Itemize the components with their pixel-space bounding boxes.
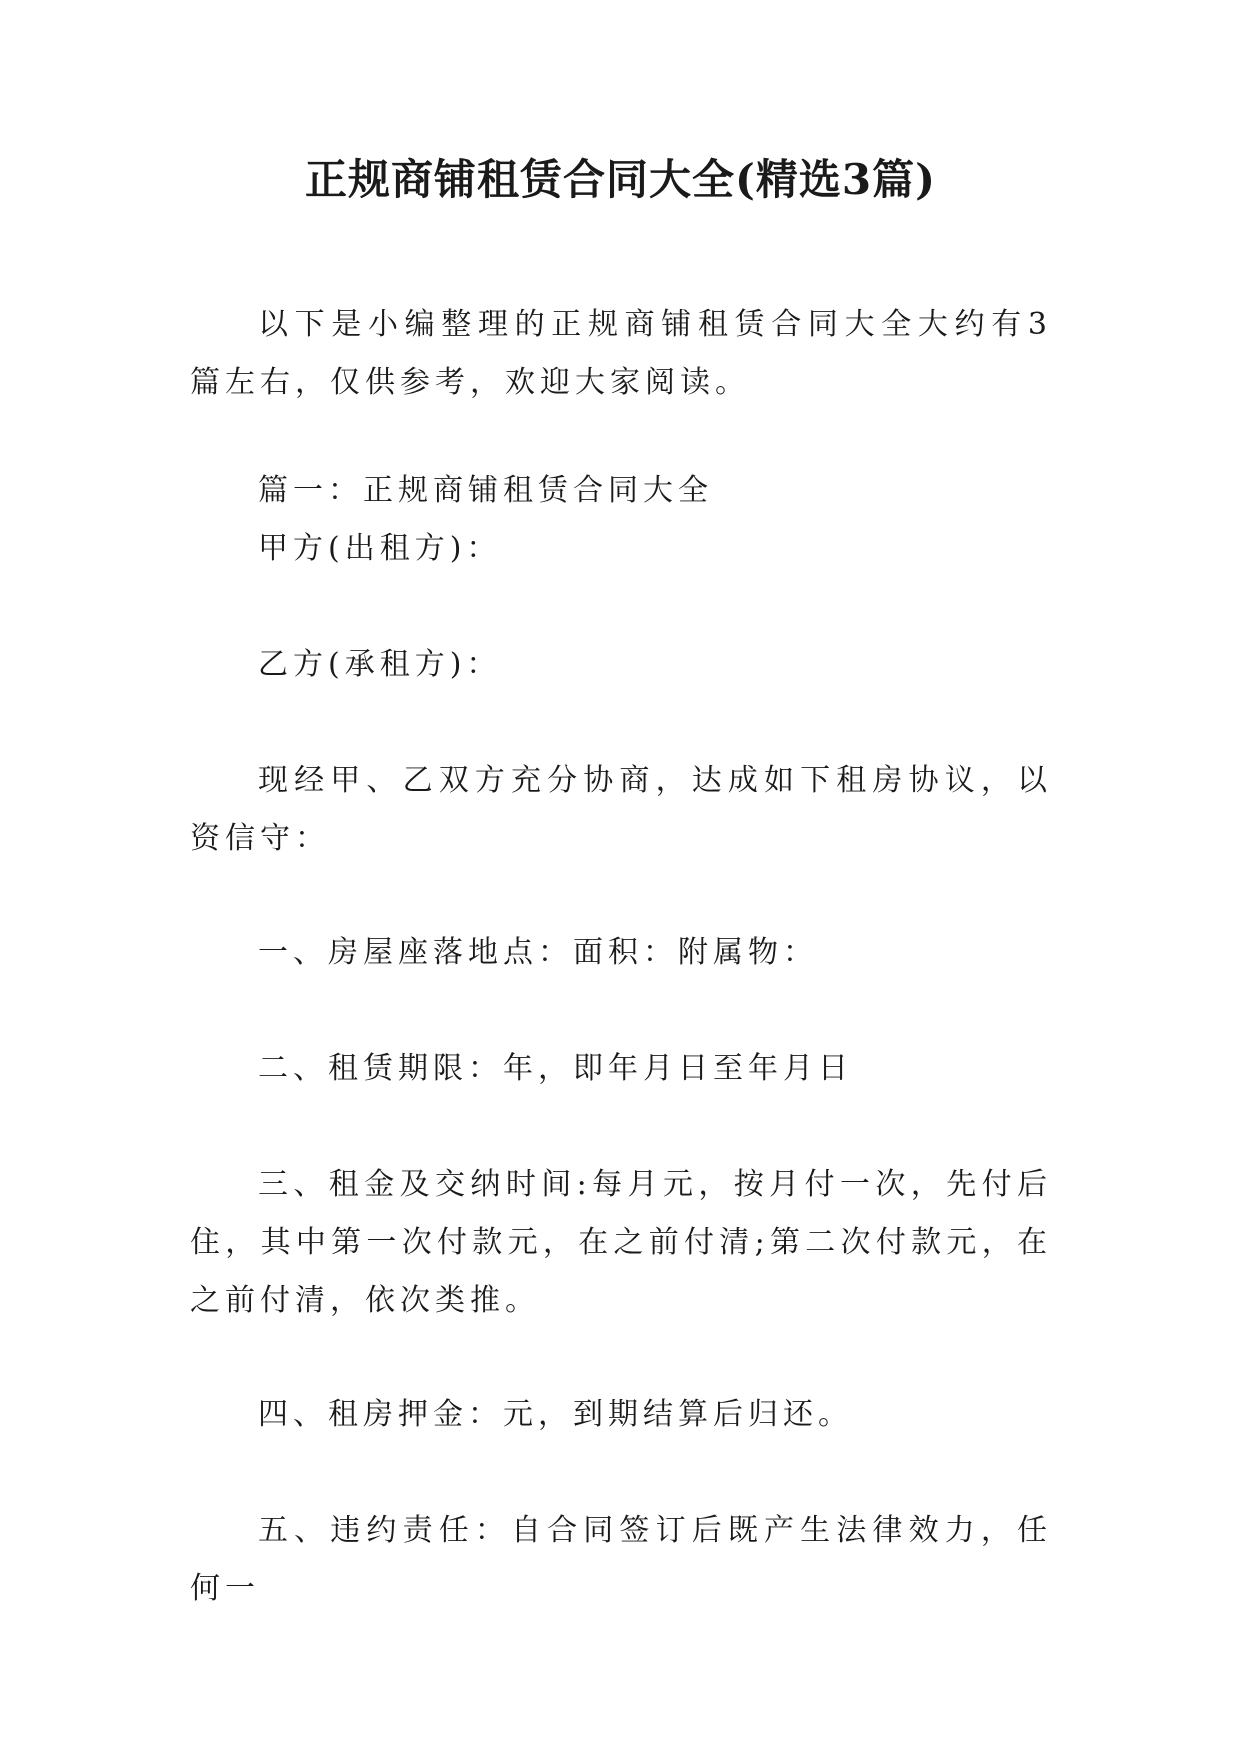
document-title: 正规商铺租赁合同大全(精选3篇) [305,155,936,204]
clause-4-deposit: 四、租房押金：元，到期结算后归还。 [258,1397,853,1432]
clause-2-term: 二、租赁期限：年，即年月日至年月日 [258,1051,853,1086]
section-heading-part-one: 篇一：正规商铺租赁合同大全 [258,473,713,508]
intro-paragraph: 以下是小编整理的正规商铺租赁合同大全大约有3篇左右，仅供参考，欢迎大家阅读。 [190,307,1052,400]
party-b-line: 乙方(承租方)： [258,647,502,682]
clause-1-location: 一、房屋座落地点：面积：附属物： [258,935,818,970]
party-a-line: 甲方(出租方)： [258,531,502,566]
clause-5-liability: 五、违约责任：自合同签订后既产生法律效力，任何一 [190,1513,1052,1606]
clause-3-rent: 三、租金及交纳时间:每月元，按月付一次，先付后住，其中第一次付款元，在之前付清;第二次付款元，在之前付清，依次类推。 [190,1167,1052,1318]
agreement-preamble: 现经甲、乙双方充分协商，达成如下租房协议，以资信守： [190,763,1052,856]
